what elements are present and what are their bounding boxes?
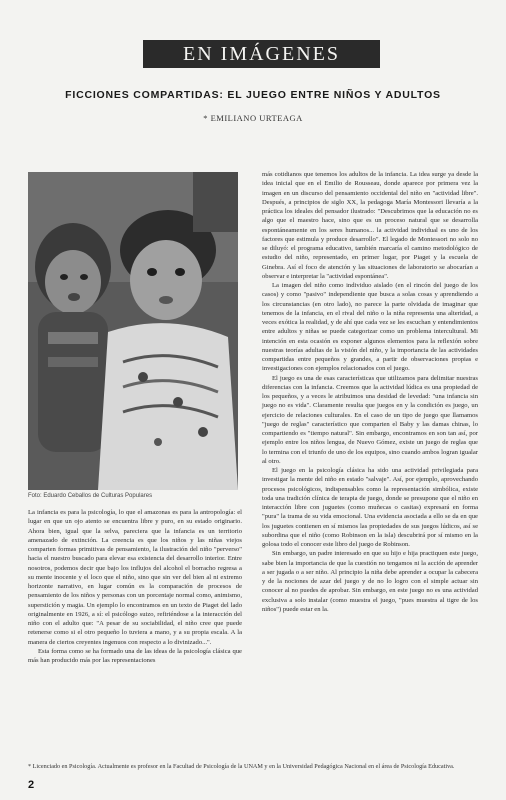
paragraph: El juego es una de esas características que utilizamos para delimitar nuestras diferencias con la infancia. Creemos que la actividad lúdica es una propiedad de los pequeños, y a veces le atribuimos una desidad de levedad: "una infancia sin juego no es vida". Claramente resulta que juegos en y la condición es juego, un ejercicio de relaciones culturales. En el caso de un tipo de juego que llamamos "juego de reglas" característico que comparten el Baby y las damas chinas, lo compartiendo es "tiempo natural". Sin embargo, encontramos en son tan así, por ejemplo entre los niños lengua, de Nuevo Gómez, existe un juego de reglas que lo termina con el triunfo de uno de los equipos, sino cuando ambos logran igualar al otro.	[262, 374, 478, 465]
page-number: 2	[28, 779, 35, 791]
paragraph: Sin embargo, un padre interesado en que su hijo e hija practiquen este juego, sabe bien la importancia de que la cuestión no tengamos ni la acción de aprender a ser jugada o a ser niño. Al principio la niña debe aprender a ocupar la cabecera y de la nociones de azar del juego y de no lo logro con el simple actuar sin conocer al no puedes de aprobar. Sin embargo, en este juego no es una actividad exclusiva a solo instalar (como muestra el juego, "pues muestra al tigre de los niños") puede estar en la.	[262, 550, 478, 613]
paragraph: El juego en la psicología clásica ha sido una actividad privilegiada para investigar la mente del niño en estado "salvaje". Así, por ejemplo, aprovechando procesos psicológicos, indispensables como la representación simbólica, existe toda una tradición clínica de terapia de juego, donde se presupone que el niño en interacción libre con juguetes (como muñecas o casitas) expresará en forma "pura" la trama de su vida emocional. Una evidencia asociada a ello se da en que los juguetes contienen en sí mismos las propiedades de sus juegos lúdicos, así se subordina que el niño (como Robinson en la isla) descubrirá por sí mismo en la golosa todo el conocer este libro del juego de Robinson.	[262, 467, 478, 548]
section-title: EN IMÁGENES	[183, 43, 340, 65]
paragraph: La imagen del niño como individuo aislado (en el rincón del juego de los casos) y como "pasivo" independiente que busca a solas cosas y aprendiendo a los circunstancias (en otro lado), no parece la parte olvidada de imaginar que tenemos de la infancia, en el rival del niño o la niña representa una alteridad, a veces exótica la realidad, y de ahí que cada vez se les escuchan y entendimientos entre adultos y niñas se puede categorizar como un problema intercultural. Mi intención en esta ocasión es exponer algunos elementos para la reflexión sobre nuestras teorías adultas de la visión del niño, y la importancia de las actividades compartidas entre pequeños y grandes, a partir de observaciones propias e investigaciones con ejemplos relacionados con el juego.	[262, 282, 478, 373]
left-column	[28, 508, 242, 665]
paragraph: La infancia es para la psicología, lo que el amazonas es para la antropología: el lugar en que un ojo atento se encuentra libre y puro, en su estado originario. Ahora bien, igual que la selva, pareciera que la infancia es un territorio amenazado de extinción. La creencia es que los niños y las niñas viejos comparten formas primitivas de pensamiento, la ilustración del niño "perverso" hacia el nuestro buscado para elevar esa existencia del desarrollo interior. Entre nosotros, podemos decir que bajo los influjos del alcohol el borracho regresa a su mente inocente y el loco que el niño, sino que sin ver del bien al ni extremo horizonte narrativo, en lugar común es la comparación de procesos de pensamiento de los niños y personas con un porcentaje normal como, animismo, superstición y magia. Un ejemplo lo encontramos en un texto de Piaget del lado originalmente en 1926, a sí: el psicólogo suizo, refiriéndose a la interacción del niño con el adulto que: "A pesar de su sociabilidad, el niño cree que puede retenerse como si el otro pequeño lo tuviera a mano, y a su propia escala. A la manera de ciertos creyentes ingenuos con respecto a lo divinizado...".	[28, 509, 242, 646]
article-title: FICCIONES COMPARTIDAS: EL JUEGO ENTRE NIÑOS Y ADULTOS	[65, 89, 441, 101]
paragraph: Esta forma como se ha formado una de las ideas de la psicología clásica que más han producido más por las representaciones	[28, 647, 242, 664]
photo-caption: Foto: Eduardo Ceballos de Culturas Populares	[28, 493, 153, 499]
author-footnote: * Licenciado en Psicología. Actualmente es profesor en la Facultad de Psicología de la UNAM y en la Universidad Pedagógica Nacional en el área de Psicología Educativa.	[28, 763, 455, 770]
photo-children	[28, 172, 238, 490]
section-banner	[143, 40, 380, 68]
children-illustration	[28, 172, 238, 490]
paragraph: más cotidianos que tenemos los adultos de la infancia. La idea surge ya desde la idea inicial que en el Emilio de Rousseau, donde aparece por primera vez la imagen en un discurso del pensamiento occidental del niño en "actividad libre". Después, a principios de siglo XX, la pedagoga María Montessori llevaría a la práctica los ideales del pensador ilustrado: "Descubrimos que la educación no es algo que el maestro hace, sino que es un proceso natural que se desarrolla espontáneamente en los seres humanos... la actividad individual es uno de los factores que estimula y produce desarrollo". El legado de Montessori no solo no se diluyó: el programa educativo, también marcaría el camino metodológico de estudio del niño, representado, en primer lugar, por Piaget y la escuela de Ginebra. Así el foco de atención y las situaciones de laboratorio se abocarían a observar e interpretar la "actividad espontánea".	[262, 171, 478, 280]
right-column	[262, 170, 478, 614]
author-byline: * EMILIANO URTEAGA	[203, 113, 303, 123]
